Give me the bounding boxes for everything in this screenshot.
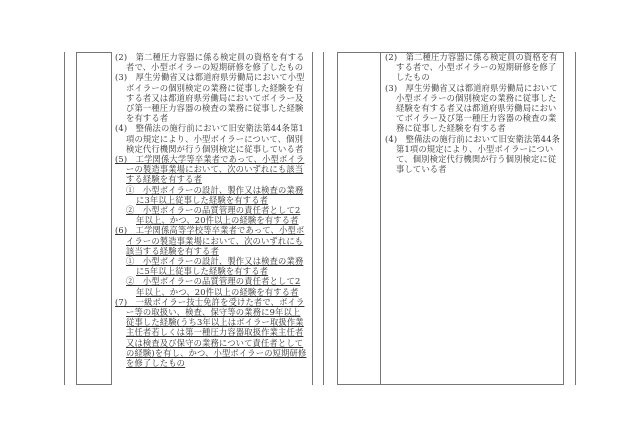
left-item-2: (2) 第二種圧力容器に係る検定員の資格を有する者で、小型ボイラーの短期研修を修了したもの: [115, 52, 305, 73]
left-item-6: (6) 工学関係高等学校等卒業者であって、小型ボイラーの製造事業場において、次のいずれにも該当する経験を有する者: [115, 225, 305, 256]
left-item-7: (7) 一級ボイラー技士免許を受けた者で、ボイラー等の取扱い、検査、保守等の業務に9年以上従事した経験(うち3年以上はボイラー取扱作業主任者若しくは第一種圧力容器取扱作業主任者又は検査及び保守の業務について責任者としての経験)を有し、かつ、小型ボイラーの短期研修を修了したもの: [115, 296, 307, 369]
left-column-text: [115, 52, 308, 368]
table-border-mid-1: [312, 52, 313, 385]
table-border-mid-2: [323, 52, 324, 385]
left-item-4: (4) 整備法の施行前において旧安衛法第44条第1項の規定により、小型ボイラーについて、個別検定代行機関が行う個別検定に従事している者: [115, 123, 304, 154]
right-item-4: (4) 整備法の施行前において旧安衛法第44条第1項の規定により、小型ボイラーについて、個別検定代行機関が行う個別検定に従事している者: [385, 133, 561, 175]
left-item-5: (5) 工学関係大学等卒業者であって、小型ボイラーの製造事業場において、次のいずれにも該当する経験を有する者: [115, 154, 305, 185]
left-item-5-2: ② 小型ボイラーの品質管理の責任者として2年以上、かつ、20件以上の経験を有する者: [126, 205, 301, 226]
left-item-6-2: ② 小型ボイラーの品質管理の責任者として2年以上、かつ、20件以上の経験を有する者: [126, 276, 301, 297]
right-item-3: (3) 厚生労働省又は都道府県労働局において小型ボイラーの個別検定の業務に従事した経験を有する者又は都道府県労働局においてボイラー及び第一種圧力容器の検査の業務に従事した経験を有する者: [385, 82, 558, 134]
left-item-3: (3) 厚生労働省又は都道府県労働局において小型ボイラーの個別検定の業務に従事した経験を有する者又は都道府県労働局においてボイラー及び第一種圧力容器の検査の業務に従事した経験を有する者: [115, 72, 305, 124]
right-label-cell: [337, 52, 381, 385]
left-item-6-1: ① 小型ボイラーの設計、製作又は検査の業務に5年以上従事した経験を有する者: [126, 256, 304, 277]
right-column-text: [385, 52, 561, 174]
left-item-5-1: ① 小型ボイラーの設計、製作又は検査の業務に3年以上従事した経験を有する者: [126, 184, 304, 205]
right-item-2: (2) 第二種圧力容器に係る検定員の資格を有する者で、小型ボイラーの短期研修を修了したもの: [385, 52, 558, 83]
table-border-right-outer: [575, 52, 576, 385]
table-border-left-outer: [64, 52, 65, 385]
left-label-cell: [76, 52, 112, 385]
